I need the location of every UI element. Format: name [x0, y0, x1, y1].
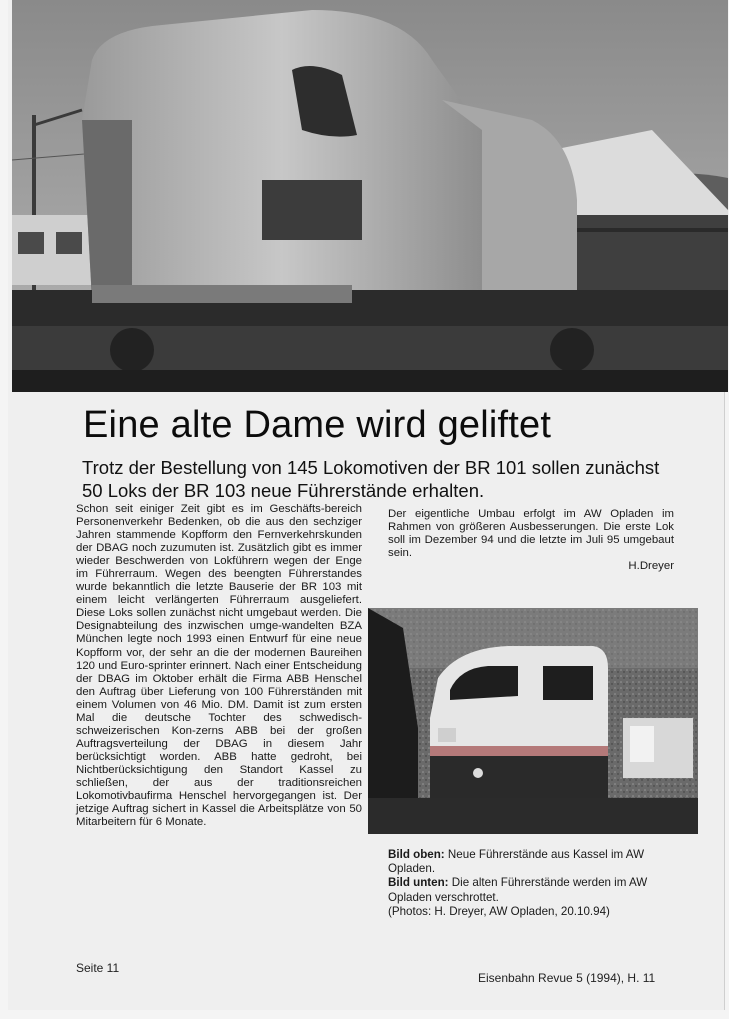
top-photo-new-cabs — [12, 0, 728, 392]
right-column-text: Der eigentliche Umbau erfolgt im AW Opladen im Rahmen von größeren Ausbesserungen. Die erste Lok soll im Dezember 94 und die letzte im Juli 95 umgebaut sein. — [388, 508, 674, 560]
page-number: Seite 11 — [76, 961, 120, 975]
author-signature: H.Dreyer — [628, 560, 674, 573]
caption-top-text: Neue Führerstände aus Kassel im AW Opladen. — [388, 848, 645, 876]
photo-captions — [388, 848, 678, 919]
caption-top-label: Bild oben: — [388, 848, 445, 861]
article-body-left-column: Schon seit einiger Zeit gibt es im Geschäfts-bereich Personenverkehr Bedenken, ob die aus den sechziger Jahren stammende Kopfform den Fernverkehrskunden der DBAG noch zuzumuten ist. Zusätzlich gibt es immer wieder Beschwerden von Lokführern wegen der Enge im Führerraum. Wegen des beengten Führerstandes wurde bekanntlich die letzte Bauserie der BR 103 mit einem leicht verlängerten Führerraum ausgeliefert. Diese Loks sollen zunächst nicht umgebaut werden. Die Designabteilung des inzwischen umge-wandelten BZA München legte noch 1993 einen Entwurf für eine neue Kopfform vor, der sehr an die der modernen Baureihen 120 und Euro-sprinter erinnert. Nach einer Entscheidung der DBAG im Oktober erhält die Firma ABB Henschel den Auftrag über Lieferung von 100 Führerständen mit einem Volumen von 46 Mio. DM. Damit ist zum ersten Mal die deutsche Tochter des schwedisch-schweizerischen Kon-zerns ABB bei der großen Auftragsverteilung der DBAG in diesem Jahr berücksichtigt worden. ABB hatte gedroht, bei Nichtberücksichtigung den Standort Kassel zu schließen, der aus der traditionsreichen Lokomotivbaufirma Henschel hervorgegangen ist. Der jetzige Auftrag sichert in Kassel die Arbeitsplätze von 50 Mitarbeitern für 6 Monate. — [76, 503, 362, 829]
source-citation: Eisenbahn Revue 5 (1994), H. 11 — [478, 971, 656, 985]
article-subheadline: Trotz der Bestellung von 145 Lokomotiven der BR 101 sollen zunächst 50 Loks der BR 103 neue Führerstände erhalten. — [82, 457, 660, 501]
caption-bottom — [388, 876, 678, 904]
caption-bottom-label: Bild unten: — [388, 876, 449, 890]
caption-bottom-text: Die alten Führerstände werden im AW Opladen verschrottet. — [388, 876, 648, 904]
photo-credit: (Photos: H. Dreyer, AW Opladen, 20.10.94) — [388, 904, 610, 918]
article-body-right-column — [388, 508, 674, 573]
caption-top — [388, 848, 678, 876]
bottom-photo-old-cabs — [368, 608, 698, 834]
article-headline: Eine alte Dame wird geliftet — [83, 404, 552, 446]
